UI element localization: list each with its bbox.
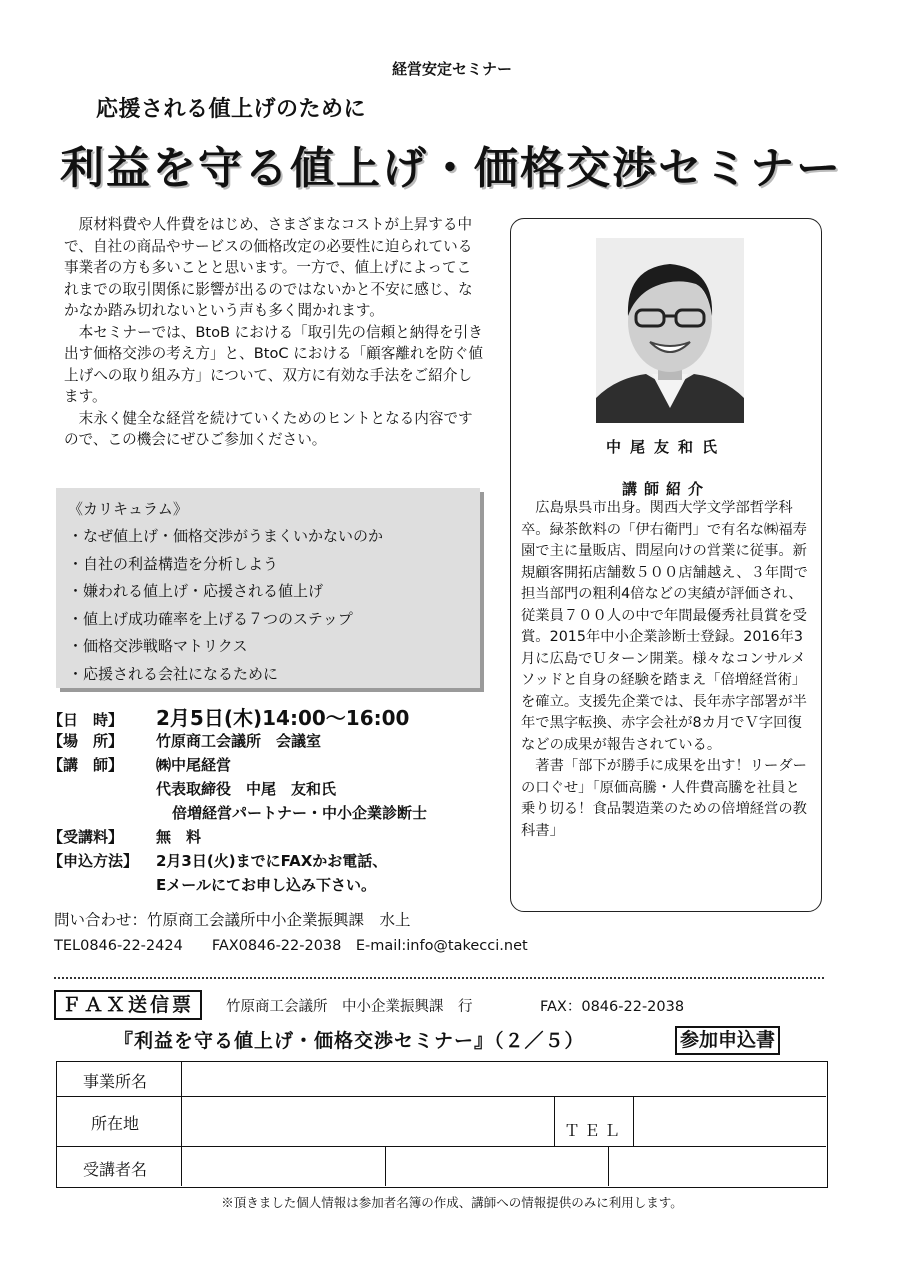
fee-label: 【受講料】	[48, 828, 124, 846]
curriculum-item: ・値上げ成功確率を上げる７つのステップ	[68, 609, 353, 628]
attendee-label: 受講者名	[83, 1160, 148, 1179]
main-title: 利益を守る値上げ・価格交渉セミナー	[60, 143, 842, 194]
person-photo-icon	[596, 238, 744, 423]
form-badge: 参加申込書	[675, 1026, 780, 1055]
lecturer-label: 【講 師】	[48, 756, 124, 774]
apply-line2: Eメールにてお申し込み下さい。	[156, 876, 376, 894]
fax-title: ＦＡＸ送信票	[54, 990, 202, 1020]
address-field[interactable]	[183, 1097, 553, 1145]
instructor-bio	[521, 498, 813, 842]
place-label: 【場 所】	[48, 732, 124, 750]
application-form-table	[56, 1061, 828, 1188]
inquiry-contact: 問い合わせ：竹原商工会議所中小企業振興課 水上	[54, 911, 411, 929]
date-row	[48, 702, 518, 730]
curriculum-item: ・嫌われる値上げ・応援される値上げ	[68, 582, 324, 600]
attendee-field-2[interactable]	[387, 1147, 607, 1185]
fee-value: 無 料	[156, 828, 202, 846]
attendee-field-3[interactable]	[610, 1147, 825, 1185]
fax-number: FAX：0846-22-2038	[540, 999, 685, 1015]
curriculum-item: ・自社の利益構造を分析しよう	[68, 554, 279, 573]
intro-paragraph: 本セミナーでは、BtoB における「取引先の信頼と納得を引き出す価格交渉の考え方」と、BtoC における「顧客離れを防ぐ値上げへの取り組み方」について、双方に有効な手法をご紹介します。	[64, 323, 483, 405]
bio-heading: 講師紹介	[621, 480, 710, 498]
intro-paragraph: 原材料費や人件費をはじめ、さまざまなコストが上昇する中で、自社の商品やサービスの価格改定の必要性に迫られている事業者の方も多いことと思います。一方で、値上げによってこれまでの取引関係に影響が出るのではないかと不安に感じ、なかなか踏み切れないという声も多く聞かれます。	[64, 216, 473, 319]
curriculum-item: ・応援される会社になるために	[68, 664, 279, 683]
tel-field[interactable]	[635, 1097, 825, 1145]
curriculum-item: ・価格交渉戦略マトリクス	[68, 637, 248, 655]
apply-line1: 2月3日(火)までにFAXかお電話、	[156, 852, 388, 870]
curriculum-heading: 《カリキュラム》	[68, 500, 188, 518]
address-label: 所在地	[91, 1114, 140, 1133]
event-info	[48, 702, 518, 898]
lecturer-row	[48, 754, 518, 778]
contact-details: TEL0846-22-2424 FAX0846-22-2038 E-mail:info@takecci.net	[54, 938, 528, 954]
place-value: 竹原商工会議所 会議室	[156, 732, 322, 750]
fax-recipient: 竹原商工会議所 中小企業振興課 行	[226, 999, 473, 1015]
tel-label: ＴＥＬ	[564, 1121, 625, 1140]
bio-paragraph: 著書「部下が勝手に成果を出す！リーダーの口ぐせ」「原価高騰・人件費高騰を社員と乗り切る！食品製造業のための倍増経営の教科書」	[521, 758, 807, 839]
attendee-field-1[interactable]	[183, 1147, 384, 1185]
curriculum-box	[56, 488, 480, 688]
privacy-footnote: ※頂きました個人情報は参加者名簿の作成、講師への情報提供のみに利用します。	[221, 1195, 683, 1210]
business-name-label: 事業所名	[83, 1072, 148, 1091]
instructor-photo	[596, 238, 744, 423]
pre-title: 経営安定セミナー	[391, 60, 512, 78]
lecturer-role: 倍増経営パートナー・中小企業診断士	[172, 804, 428, 822]
business-name-field[interactable]	[183, 1063, 825, 1095]
curriculum-item: ・なぜ値上げ・価格交渉がうまくいかないのか	[68, 527, 384, 545]
apply-row	[48, 850, 518, 874]
apply-label: 【申込方法】	[48, 852, 139, 870]
date-label: 【日 時】	[48, 711, 124, 729]
date-value: 2月5日(木)14:00〜16:00	[156, 706, 410, 730]
instructor-name: 中尾友和氏	[605, 438, 726, 456]
lecturer-company: ㈱中尾経営	[156, 756, 232, 774]
lecturer-title: 代表取締役 中尾 友和氏	[156, 780, 337, 798]
form-title: 『利益を守る値上げ・価格交渉セミナー』（２／５）	[114, 1030, 585, 1052]
intro-paragraph: 末永く健全な経営を続けていくためのヒントとなる内容ですので、この機会にぜひご参加ください。	[64, 409, 473, 448]
place-row	[48, 730, 518, 754]
sub-title: 応援される値上げのために	[96, 97, 367, 122]
fee-row	[48, 826, 518, 850]
intro-text	[64, 214, 484, 451]
bio-paragraph: 広島県呉市出身。関西大学文学部哲学科卒。緑茶飲料の「伊右衛門」で有名な㈱福寿園で主に量販店、問屋向けの営業に従事。新規顧客開拓店舗数５００店舗越え、３年間で担当部門の粗利4倍などの実績が評価され、従業員７００人の中で年間最優秀社員賞を受賞。2015年中小企業診断士登録。2016年3月に広島でＵターン開業。様々なコンサルメソッドと自身の経験を踏まえ「倍増経営術」を確立。支援先企業では、長年赤字部署が半年で黒字転換、赤字会社が8カ月でＶ字回復などの成果が報告されている。	[521, 500, 808, 753]
cut-line	[54, 977, 824, 979]
